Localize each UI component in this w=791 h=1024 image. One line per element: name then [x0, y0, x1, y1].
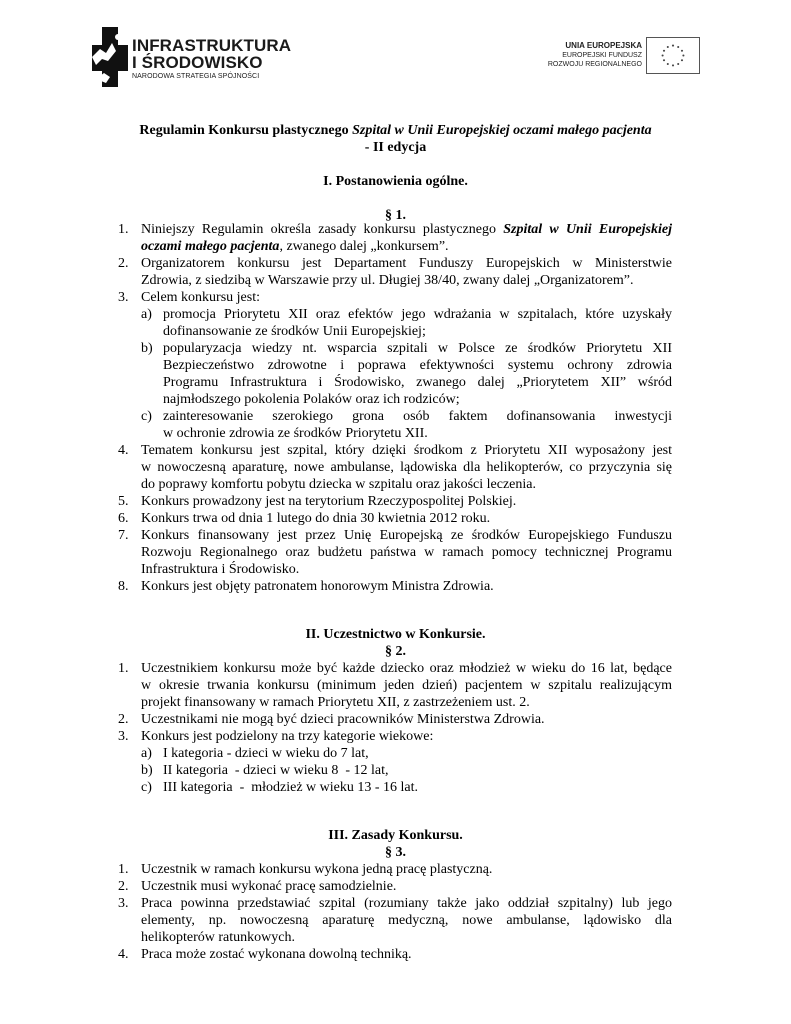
s3-item3-number: 3.: [118, 896, 129, 911]
s2-item1-line3: projekt finansowany w ramach Priorytetu XII, z zastrzeżeniem ust. 2.: [141, 695, 530, 710]
s2-item3-line1: Konkurs jest podzielony na trzy kategorie wiekowe:: [141, 729, 434, 744]
s1-item7: [141, 527, 672, 578]
section-1-paragraph: § 1.: [385, 208, 406, 223]
s2-item3b-line1: II kategoria - dzieci w wieku 8 - 12 lat,: [163, 763, 389, 778]
section-2-heading: II. Uczestnictwo w Konkursie.: [305, 627, 486, 642]
s3-item3-line1: Praca powinna przedstawiać szpital (rozumiany także jako oddział szpitalny) lub jego: [141, 896, 672, 911]
s1-item1: [141, 221, 672, 255]
s1-item3a-line2: dofinansowanie ze środków Unii Europejskiej;: [163, 324, 426, 339]
s3-item2: [141, 878, 672, 895]
s1-item4-line2: w nowoczesną aparaturę, nowe ambulanse, lądowiska dla helikopterów, co przyczynia się: [141, 460, 672, 475]
s2-item3a: [163, 745, 672, 762]
s3-item3: [141, 895, 672, 946]
s3-item3-line3: helikopterów ratunkowych.: [141, 930, 295, 945]
infrastruktura-logo: [88, 27, 292, 87]
s1-item2-line1: Organizatorem konkursu jest Departament Funduszy Europejskich w Ministerstwie: [141, 256, 672, 271]
title-prefix: Regulamin Konkursu plastycznego: [139, 123, 353, 138]
s2-item3b: [163, 762, 672, 779]
s3-item1: [141, 861, 672, 878]
s1-item5-number: 5.: [118, 494, 129, 509]
s1-item8: [141, 578, 672, 595]
s1-item3b-line4: najmłodszego pokolenia Polaków oraz ich rodziców;: [163, 392, 460, 407]
document-title: [0, 122, 791, 139]
s3-item2-number: 2.: [118, 879, 129, 894]
s1-item6-line1: Konkurs trwa od dnia 1 lutego do dnia 30 kwietnia 2012 roku.: [141, 511, 491, 526]
s2-item2-number: 2.: [118, 712, 129, 727]
logo-line1: INFRASTRUKTURA: [132, 36, 292, 55]
s1-item7-line1: Konkurs finansowany jest przez Unię Europejską ze środków Europejskiego Funduszu: [141, 528, 672, 543]
section-1-heading: I. Postanowienia ogólne.: [323, 174, 468, 189]
s2-item3c-line1: III kategoria - młodzież w wieku 13 - 16 lat.: [163, 780, 419, 795]
s2-item1-number: 1.: [118, 661, 129, 676]
s1-item3a-label: a): [141, 307, 152, 322]
s1-item1-contest-name-cont: oczami małego pacjenta: [141, 239, 280, 254]
s2-item3: [141, 728, 672, 745]
eu-flag-icon: [646, 37, 700, 74]
s2-item2-line1: Uczestnikami nie mogą być dzieci pracowników Ministerstwa Zdrowia.: [141, 712, 545, 727]
title-italic: Szpital w Unii Europejskiej oczami małego pacjenta: [352, 123, 652, 138]
s2-item3a-line1: I kategoria - dzieci w wieku do 7 lat,: [163, 746, 369, 761]
s1-item6: [141, 510, 672, 527]
s1-item6-number: 6.: [118, 511, 129, 526]
logo-line3: NARODOWA STRATEGIA SPÓJNOŚCI: [132, 73, 260, 80]
s2-item3b-label: b): [141, 763, 153, 778]
eu-line2: EUROPEJSKI FUNDUSZ: [562, 52, 642, 59]
s3-item2-line1: Uczestnik musi wykonać pracę samodzielnie.: [141, 879, 397, 894]
section-3-paragraph: § 3.: [385, 845, 406, 860]
s1-item4-number: 4.: [118, 443, 129, 458]
s1-item2-number: 2.: [118, 256, 129, 271]
s1-item3-number: 3.: [118, 290, 129, 305]
s1-item3a-line1: promocja Priorytetu XII oraz efektów jego wdrażania w szpitalach, które uzyskały: [163, 307, 672, 322]
logo-line2: I ŚRODOWISKO: [132, 53, 263, 72]
eu-logo: [548, 37, 704, 77]
eu-line1: UNIA EUROPEJSKA: [565, 41, 642, 50]
title-edition: - II edycja: [364, 140, 427, 155]
s3-item3-line2: elementy, np. nowoczesną aparaturę medyczną, nowe ambulanse, lądowisko dla: [141, 913, 672, 928]
logo-mark-icon: [88, 27, 130, 87]
section-3-heading: III. Zasady Konkursu.: [328, 828, 463, 843]
s1-item4: [141, 442, 672, 493]
s1-item3a: [163, 306, 672, 340]
s1-item3b: [163, 340, 672, 408]
s1-item7-number: 7.: [118, 528, 129, 543]
eu-line3: ROZWOJU REGIONALNEGO: [547, 61, 642, 68]
s1-item8-line1: Konkurs jest objęty patronatem honorowym Ministra Zdrowia.: [141, 579, 494, 594]
s1-item3-line1: Celem konkursu jest:: [141, 290, 260, 305]
s1-item3: [141, 289, 672, 306]
s2-item1-line2: w okresie trwania konkursu (minimum jeden dzień) pacjentem w szpitalu realizującym: [141, 678, 672, 693]
s1-item8-number: 8.: [118, 579, 129, 594]
s2-item2: [141, 711, 672, 728]
s1-item4-line3: do poprawy komfortu pobytu dziecka w szpitalu oraz jakości leczenia.: [141, 477, 536, 492]
s1-item2: [141, 255, 672, 289]
s3-item4: [141, 946, 672, 963]
s1-item3c: [163, 408, 672, 442]
s1-item1-text: Niniejszy Regulamin określa zasady konkursu plastycznego: [141, 222, 504, 237]
s3-item1-line1: Uczestnik w ramach konkursu wykona jedną pracę plastyczną.: [141, 862, 493, 877]
s1-item3b-line3: Programu Infrastruktura i Środowisko, zwanego dalej „Priorytetem XII” wśród: [163, 375, 672, 390]
s3-item4-number: 4.: [118, 947, 129, 962]
s1-item3c-line1: zainteresowanie szerokiego grona osób faktem dofinansowania inwestycji: [163, 409, 672, 424]
s1-item5-line1: Konkurs prowadzony jest na terytorium Rzeczypospolitej Polskiej.: [141, 494, 517, 509]
s1-item3b-line1: popularyzacja wiedzy nt. wsparcia szpitali w Polsce ze środków Priorytetu XII: [163, 341, 672, 356]
s2-item3c: [163, 779, 672, 796]
s2-item3-number: 3.: [118, 729, 129, 744]
s2-item1-line1: Uczestnikiem konkursu może być każde dziecko oraz młodzież w wieku do 16 lat, będące: [141, 661, 672, 676]
s1-item2-line2: Zdrowia, z siedzibą w Warszawie przy ul. Długiej 38/40, zwany dalej „Organizatorem”.: [141, 273, 634, 288]
s1-item3c-label: c): [141, 409, 152, 424]
s1-item3b-label: b): [141, 341, 153, 356]
s1-item1-number: 1.: [118, 222, 129, 237]
s1-item5: [141, 493, 672, 510]
s1-item4-line1: Tematem konkursu jest szpital, który dzięki środkom z Priorytetu XII wyposażony jest: [141, 443, 672, 458]
s1-item7-line2: Rozwoju Regionalnego oraz budżetu państwa w ramach pomocy technicznej Programu: [141, 545, 672, 560]
s3-item4-line1: Praca może zostać wykonana dowolną techniką.: [141, 947, 412, 962]
s1-item3b-line2: Bezpieczeństwo zdrowotne i poprawa efektywności systemu ochrony zdrowia: [163, 358, 672, 373]
s1-item7-line3: Infrastruktura i Środowisko.: [141, 562, 300, 577]
s3-item1-number: 1.: [118, 862, 129, 877]
s2-item3c-label: c): [141, 780, 152, 795]
s1-item3c-line2: w ochronie zdrowia ze środków Priorytetu XII.: [163, 426, 428, 441]
s2-item3a-label: a): [141, 746, 152, 761]
section-2-paragraph: § 2.: [385, 644, 406, 659]
s1-item1-text-end: , zwanego dalej „konkursem”.: [279, 239, 449, 254]
s1-item1-contest-name: Szpital w Unii Europejskiej: [503, 222, 672, 237]
s2-item1: [141, 660, 672, 711]
